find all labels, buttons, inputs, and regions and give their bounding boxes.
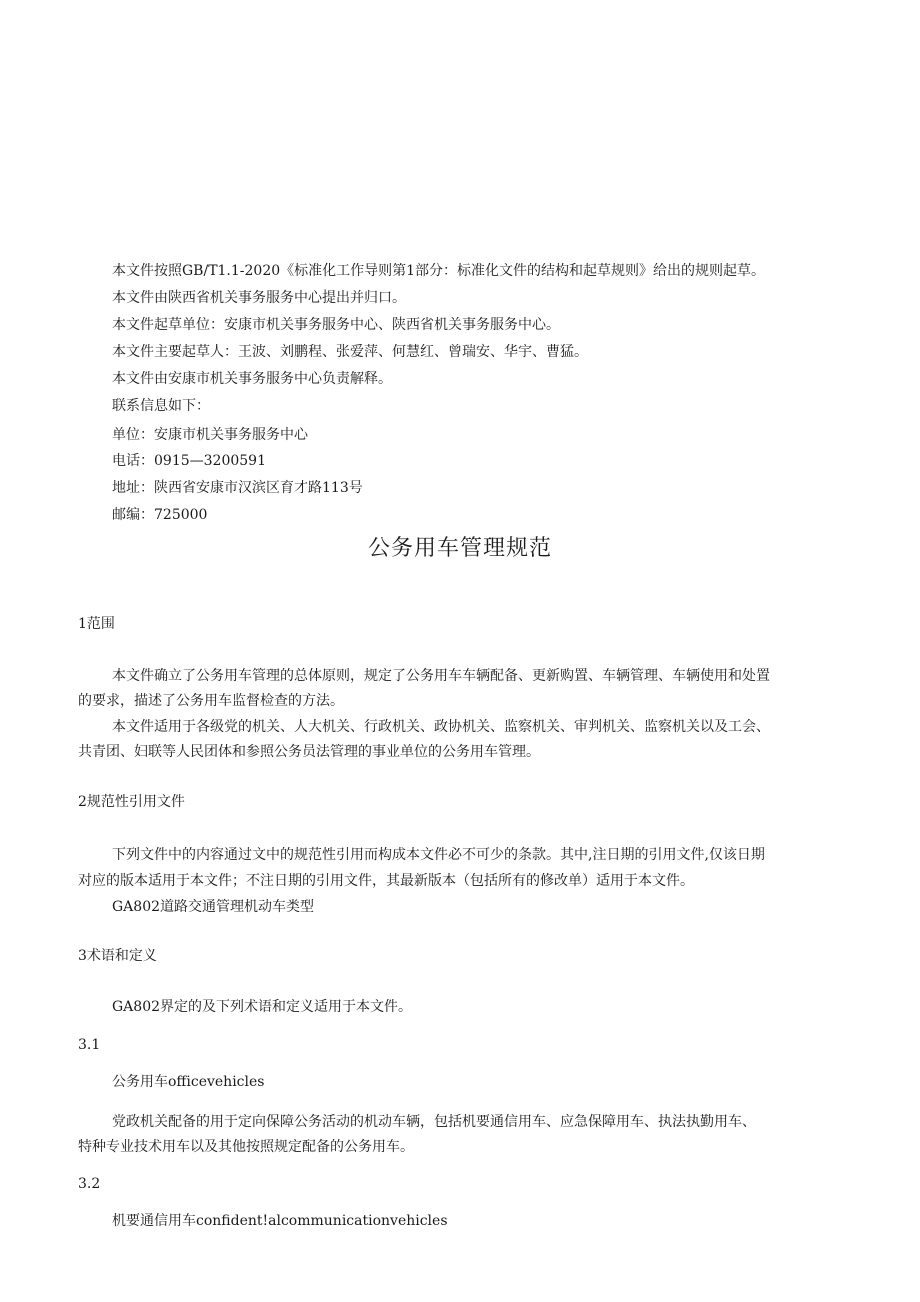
section-heading-terms: 3术语和定义 [78, 948, 157, 964]
term-3-1-definition-line-1: 党政机关配备的用于定向保障公务活动的机动车辆，包括机要通信用车、应急保障用车、执法执勤用车、 [112, 1114, 756, 1130]
terms-intro: GA802界定的及下列术语和定义适用于本文件。 [112, 999, 413, 1015]
foreword-line-4: 本文件主要起草人：王波、刘鹏程、张爱萍、何慧红、曾瑞安、华宇、曹猛。 [112, 344, 588, 360]
contact-phone: 电话：0915—3200591 [112, 453, 266, 469]
contact-intro: 联系信息如下： [112, 398, 210, 414]
foreword-line-1: 本文件按照GB/T1.1-2020《标准化工作导则第1部分：标准化文件的结构和起草规则》给出的规则起草。 [112, 263, 766, 279]
foreword-line-3: 本文件起草单位：安康市机关事务服务中心、陕西省机关事务服务中心。 [112, 317, 560, 333]
scope-paragraph-1-line-1: 本文件确立了公务用车管理的总体原则，规定了公务用车车辆配备、更新购置、车辆管理、车辆使用和处置 [112, 668, 770, 684]
normative-paragraph-line-2: 对应的版本适用于本文件；不注日期的引用文件，其最新版本（包括所有的修改单）适用于本文件。 [78, 873, 694, 889]
contact-postcode: 邮编：725000 [112, 507, 208, 523]
section-heading-scope: 1范围 [78, 616, 115, 632]
term-3-2-name: 机要通信用车confident!alcommunicationvehicles [112, 1213, 448, 1229]
term-number-3-1: 3.1 [78, 1037, 101, 1053]
section-heading-normative: 2规范性引用文件 [78, 794, 185, 810]
normative-paragraph-line-1: 下列文件中的内容通过文中的规范性引用而构成本文件必不可少的条款。其中,注日期的引用文件,仅该日期 [112, 847, 765, 863]
normative-reference-ga802: GA802道路交通管理机动车类型 [112, 899, 315, 915]
term-number-3-2: 3.2 [78, 1176, 101, 1192]
term-3-1-definition-line-2: 特种专业技术用车以及其他按照规定配备的公务用车。 [78, 1139, 414, 1155]
scope-paragraph-2-line-2: 共青团、妇联等人民团体和参照公务员法管理的事业单位的公务用车管理。 [78, 744, 540, 760]
scope-paragraph-2-line-1: 本文件适用于各级党的机关、人大机关、行政机关、政协机关、监察机关、审判机关、监察机关以及工会、 [112, 719, 770, 735]
foreword-line-5: 本文件由安康市机关事务服务中心负责解释。 [112, 371, 392, 387]
term-3-1-name: 公务用车officevehicles [112, 1074, 265, 1090]
foreword-line-2: 本文件由陕西省机关事务服务中心提出并归口。 [112, 290, 406, 306]
contact-unit: 单位：安康市机关事务服务中心 [112, 427, 308, 443]
scope-paragraph-1-line-2: 的要求，描述了公务用车监督检查的方法。 [78, 693, 344, 709]
document-title: 公务用车管理规范 [367, 536, 552, 561]
contact-address: 地址：陕西省安康市汉滨区育才路113号 [112, 480, 363, 496]
